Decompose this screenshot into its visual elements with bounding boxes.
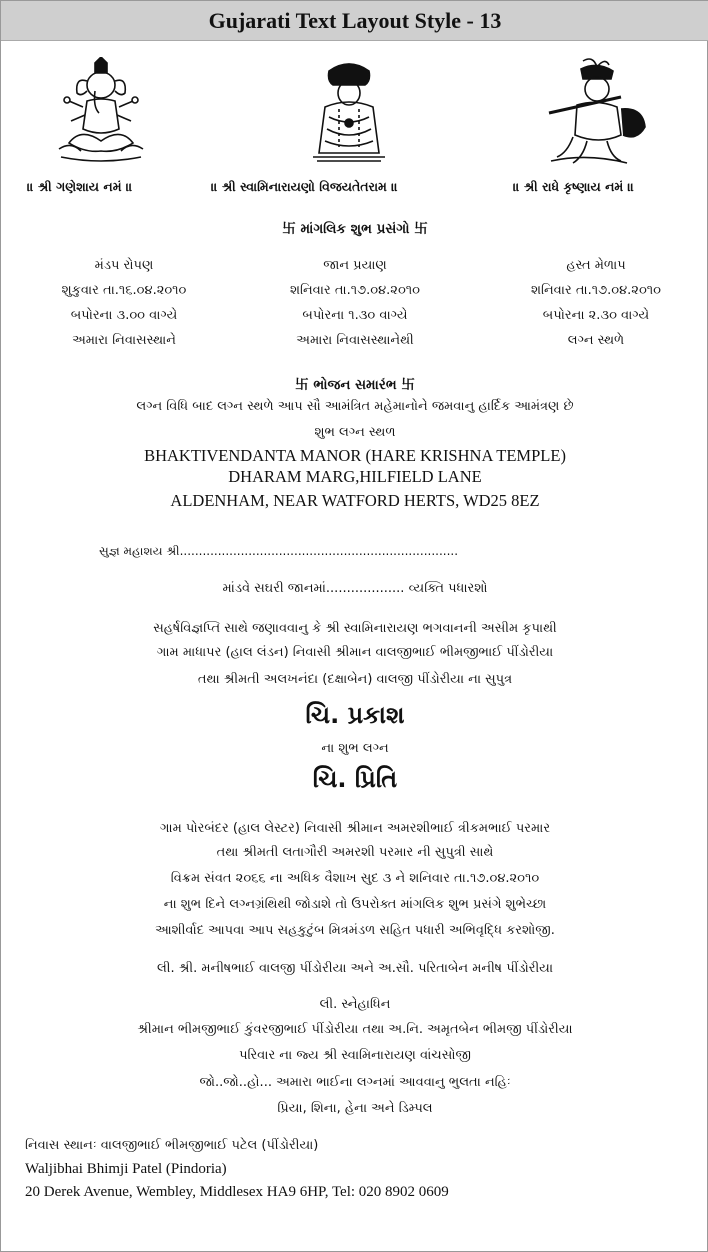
dinner-line: લગ્ન વિધિ બાદ લગ્ન સ્થળે આપ સૌ આમંત્રિત મહેમાનોને જમવાનુ હાર્દિક આમંત્રણ છે [136,399,574,414]
event-time: બપોરના ૩.૦૦ વાગ્યે [70,308,178,323]
bride-family-line-5: આશીર્વાદ આપવા આપ સહકુટુંબ મિત્રમંડળ સહિત પધારી અભિવૃદ્ધિ કરશોજી. [155,923,555,938]
invocation-ganesh: ॥ શ્રી ગણેશાય નમં ॥ [27,179,133,194]
swaminarayan-illustration [299,57,399,167]
invocation-krishna: ॥ શ્રી રાધે કૃષ્ણાય નમં ॥ [513,179,635,194]
bride-name: ચિ. પ્રિતિ [312,765,398,793]
ganesh-illustration [51,57,151,167]
event-date: શનિવાર તા.૧૭.૦૪.૨૦૧૦ [531,283,661,298]
closing-line-4: જો..જો..હો... અમારા ભાઈના લગ્નમાં આવવાનુ ભુલતા નહિઃ [199,1075,511,1090]
bride-family-line-1: ગામ પોરબંદર (હાલ લેસ્ટર) નિવાસી શ્રીમાન અમરશીભાઈ ત્રીકમભાઈ પરમાર [159,821,551,836]
ceremonies-heading: 卐 માંગલિક શુભ પ્રસંગો 卐 [282,221,428,237]
closing-line-2: શ્રીમાન ભીમજીભાઈ કુંવરજીભાઈ પીંડોરીયા તથા અ.નિ. અમૃતબેન ભીમજી પીંડોરીયા [137,1022,573,1037]
event-time: બપોરના ૧.૩૦ વાગ્યે [302,308,408,323]
closing-line-1: લી. સ્નેહાધિન [319,997,391,1012]
page-title: Gujarati Text Layout Style - 13 [1,1,708,41]
announce-line-3: તથા શ્રીમતી અલખનંદા (દક્ષાબેન) વાલજી પીંડોરીયા ના સુપુત્ર [197,672,513,687]
event-place: અમારા નિવાસસ્થાનેથી [296,333,414,348]
residence-name: Waljibhai Bhimji Patel (Pindoria) [25,1161,227,1177]
closing-line-3: પરિવાર ના જ્ય શ્રી સ્વામિનારાયણ વાંચસોજી [239,1048,471,1063]
announce-line-1: સહર્ષવિજ્ઞપ્તિ સાથે જણાવવાનુ કે શ્રી સ્વામિનારાયણ ભગવાનની અસીમ કૃપાથી [153,621,557,636]
event-column [240,253,470,353]
venue-line-3: ALDENHAM, NEAR WATFORD HERTS, WD25 8EZ [170,491,540,510]
groom-name: ચિ. પ્રકાશ [305,701,405,729]
announce-line-2: ગામ માધાપર (હાલ લંડન) નિવાસી શ્રીમાન વાલજીભાઈ ભીમજીભાઈ પીંડોરીયા [156,645,554,660]
connector-text: ના શુભ લગ્ન [321,741,389,756]
residence-address: 20 Derek Avenue, Wembley, Middlesex HA9 6HP, Tel: 020 8902 0609 [25,1184,449,1200]
venue-line-1: BHAKTIVENDANTA MANOR (HARE KRISHNA TEMPLE) [144,446,566,465]
residence-label: નિવાસ સ્થાનઃ વાલજીભાઈ ભીમજીભાઈ પટેલ (પીંડોરીયા) [25,1138,319,1153]
event-date: શુકુવાર તા.૧૬.૦૪.૨૦૧૦ [61,283,187,298]
invocation-swaminarayan: ॥ શ્રી સ્વામિનારાયણો વિજયતેતરામ ॥ [211,179,398,194]
dinner-heading: 卐 ભોજન સમારંભ 卐 [295,377,415,393]
event-place: અમારા નિવાસસ્થાને [72,333,176,348]
from-line: લી. શ્રી. મનીષભાઈ વાલજી પીંડોરીયા અને અ.સૌ. પરિતાબેન મનીષ પીંડોરીયા [156,961,554,976]
event-name: મંડપ રોપણ [94,258,154,273]
event-date: શનિવાર તા.૧૭.૦૪.૨૦૧૦ [290,283,420,298]
venue-label: શુભ લગ્ન સ્થળ [314,425,396,440]
bride-family-line-2: તથા શ્રીમતી લતાગૌરી અમરશી પરમાર ની સુપુત્રી સાથે [216,845,494,860]
closing-line-5: પ્રિયા, શિના, હેના અને ડિમ્પલ [277,1101,433,1116]
venue-line-2: DHARAM MARG,HILFIELD LANE [228,467,482,486]
event-column [481,253,708,353]
guest-line: સુજ્ઞ મહાશય શ્રી......................................................................... [99,544,459,558]
event-name: જાન પ્રયાણ [323,258,387,273]
event-place: લગ્ન સ્થળે [567,333,625,348]
event-column [9,253,239,353]
event-time: બપોરના ૨.૩૦ વાગ્યે [542,308,650,323]
guest-count-line: માંડવે સઘરી જાનમાં................... વ્યક્તિ પધારશો [222,581,488,596]
event-name: હસ્ત મેળાપ [566,258,626,273]
krishna-illustration [547,57,647,167]
bride-family-line-3: વિક્રમ સંવત ૨૦૬૬ ના અધિક વૈશાખ સુદ ૩ ને શનિવાર તા.૧૭.૦૪.૨૦૧૦ [170,871,540,886]
bride-family-line-4: ના શુભ દિને લગ્નગ્રંથિથી જોડાશે તો ઉપરોક્ત માંગલિક શુભ પ્રસંગે શુભેચ્છા [163,897,547,912]
